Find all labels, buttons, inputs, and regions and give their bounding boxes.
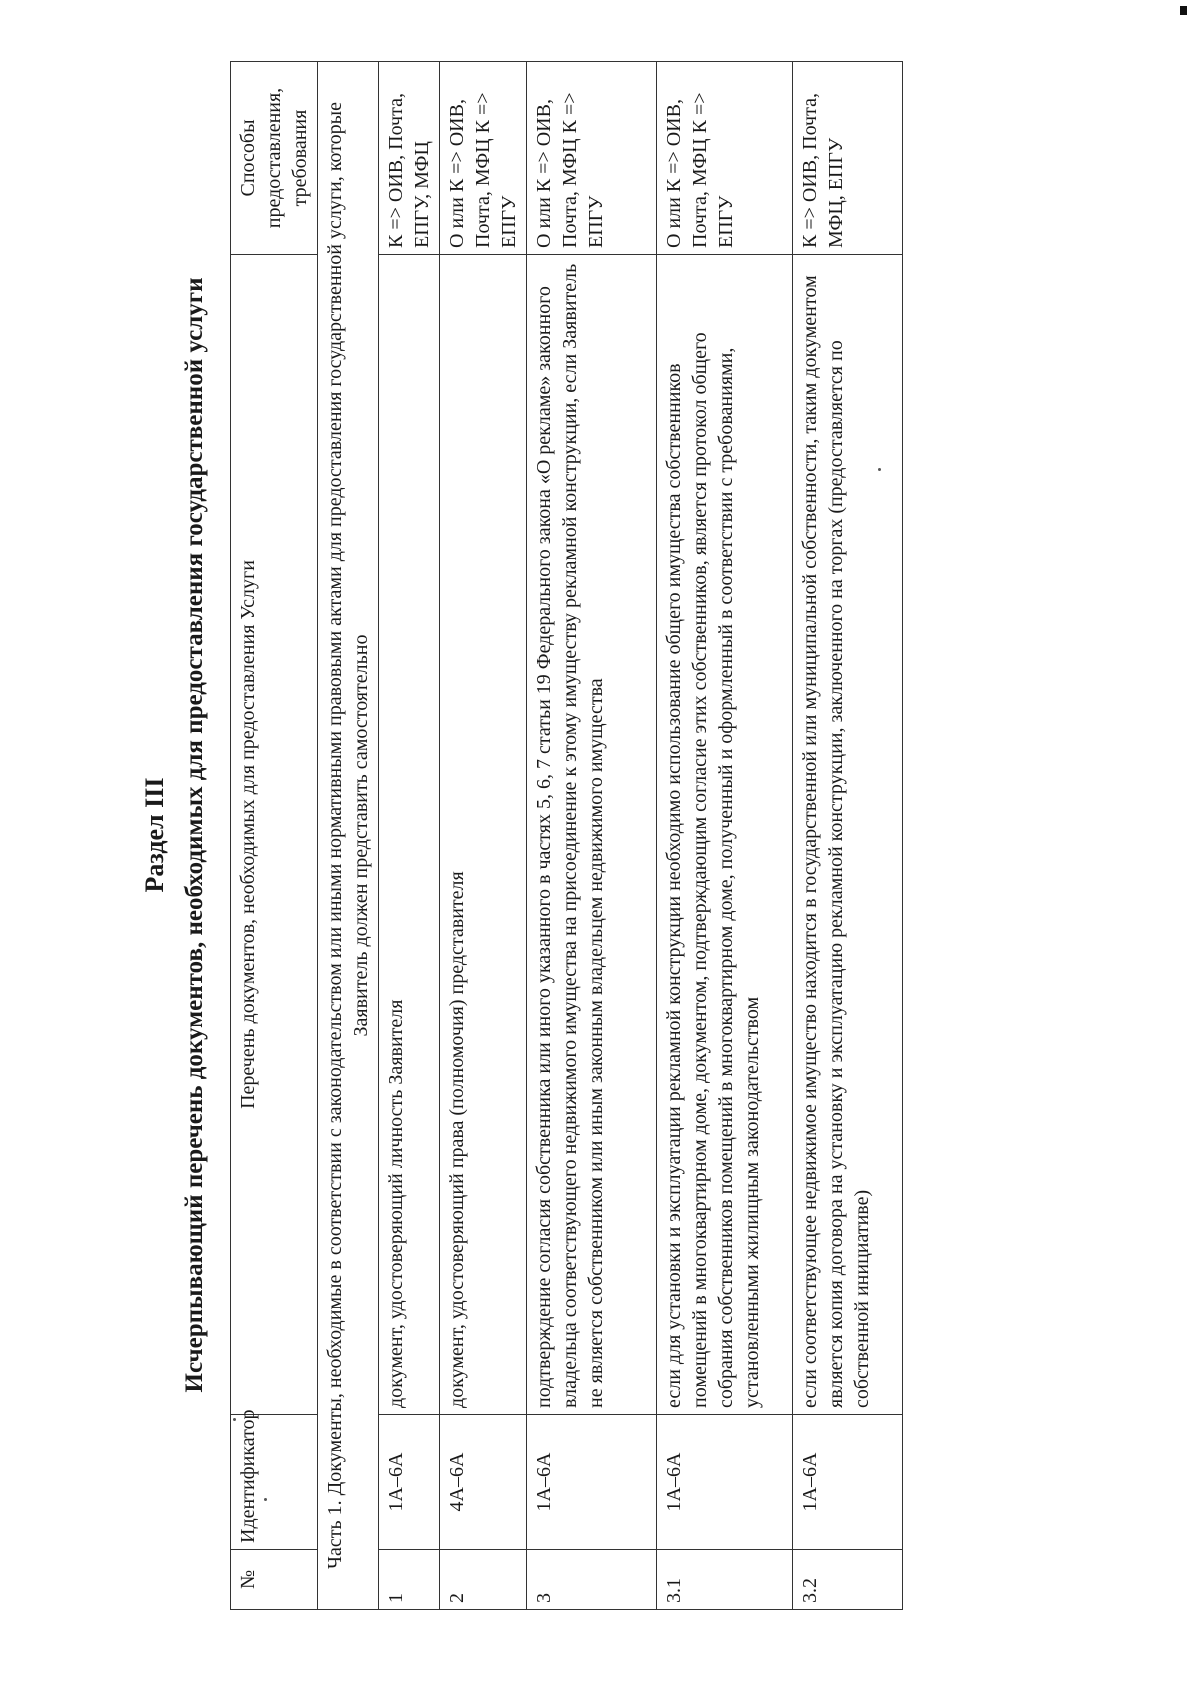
row-number: 3.2 (793, 1550, 903, 1610)
row-number: 1 (379, 1550, 440, 1610)
row-identifier: 1А–6А (793, 1415, 903, 1550)
row-method: К => ОИВ, Почта, ЕПГУ, МФЦ (379, 62, 440, 255)
row-number: 2 (440, 1550, 527, 1610)
row-method: О или К => ОИВ, Почта, МФЦ К => ЕПГУ (657, 62, 793, 255)
row-identifier: 1А–6А (379, 1415, 440, 1550)
rotated-page (135, 45, 1135, 1625)
section-subtitle: Исчерпывающий перечень документов, необходимых для предоставления государственной услуги (181, 277, 208, 1393)
header-documents: Перечень документов, необходимых для предоставления Услуги (231, 255, 318, 1415)
row-method: О или К => ОИВ, Почта, МФЦ К => ЕПГУ (440, 62, 527, 255)
row-document: если для установки и эксплуатации рекламной конструкции необходимо использование общего имущества собственников помещений в многоквартирном доме, документом, подтверждающим согласие этих собственников, является протокол общего собрания собственников помещений в многоквартирном доме, полученный и оформленный в соответствии с требованиями, установленными жилищным законодательством (657, 255, 793, 1415)
scan-mark (1180, 6, 1187, 15)
row-document: документ, удостоверяющий права (полномочия) представителя (440, 255, 527, 1415)
row-identifier: 4А–6А (440, 1415, 527, 1550)
table-row (657, 62, 793, 1610)
row-identifier: 1А–6А (657, 1415, 793, 1550)
table-row (379, 62, 440, 1610)
section-title: Раздел III (140, 777, 169, 893)
row-document: если соответствующее недвижимое имущество находится в государственной или муниципальной собственности, таким документом является копия договора на установку и эксплуатацию рекламной конструкции, заключенного на торгах (предоставляется по собственной инициативе) (793, 255, 903, 1415)
row-number: 3.1 (657, 1550, 793, 1610)
header-identifier: Идентификатор (231, 1415, 318, 1550)
table-row (527, 62, 657, 1610)
header-num: № (231, 1550, 318, 1610)
table-header-row (231, 62, 318, 1610)
row-method: О или К => ОИВ, Почта, МФЦ К => ЕПГУ (527, 62, 657, 255)
table-row (793, 62, 903, 1610)
row-method: К => ОИВ, Почта, МФЦ, ЕПГУ (793, 62, 903, 255)
table-row (440, 62, 527, 1610)
row-identifier: 1А–6А (527, 1415, 657, 1550)
row-document: подтверждение согласия собственника или иного указанного в частях 5, 6, 7 статьи 19 Федерального закона «О рекламе» законного владельца соответствующего недвижимого имущества на присоединение к этому имуществу рекламной конструкции, если Заявитель не является собственником или иным законным владельцем недвижимого имущества (527, 255, 657, 1415)
header-methods: Способы предоставления, требования (231, 62, 318, 255)
part-1-row (318, 62, 379, 1610)
row-number: 3 (527, 1550, 657, 1610)
documents-table (230, 61, 903, 1610)
row-document: документ, удостоверяющий личность Заявителя (379, 255, 440, 1415)
part-1-heading: Часть 1. Документы, необходимые в соответствии с законодательством или иными нормативными правовыми актами для предоставления государственной услуги, которые Заявитель должен представить самостоятельно (318, 62, 379, 1610)
